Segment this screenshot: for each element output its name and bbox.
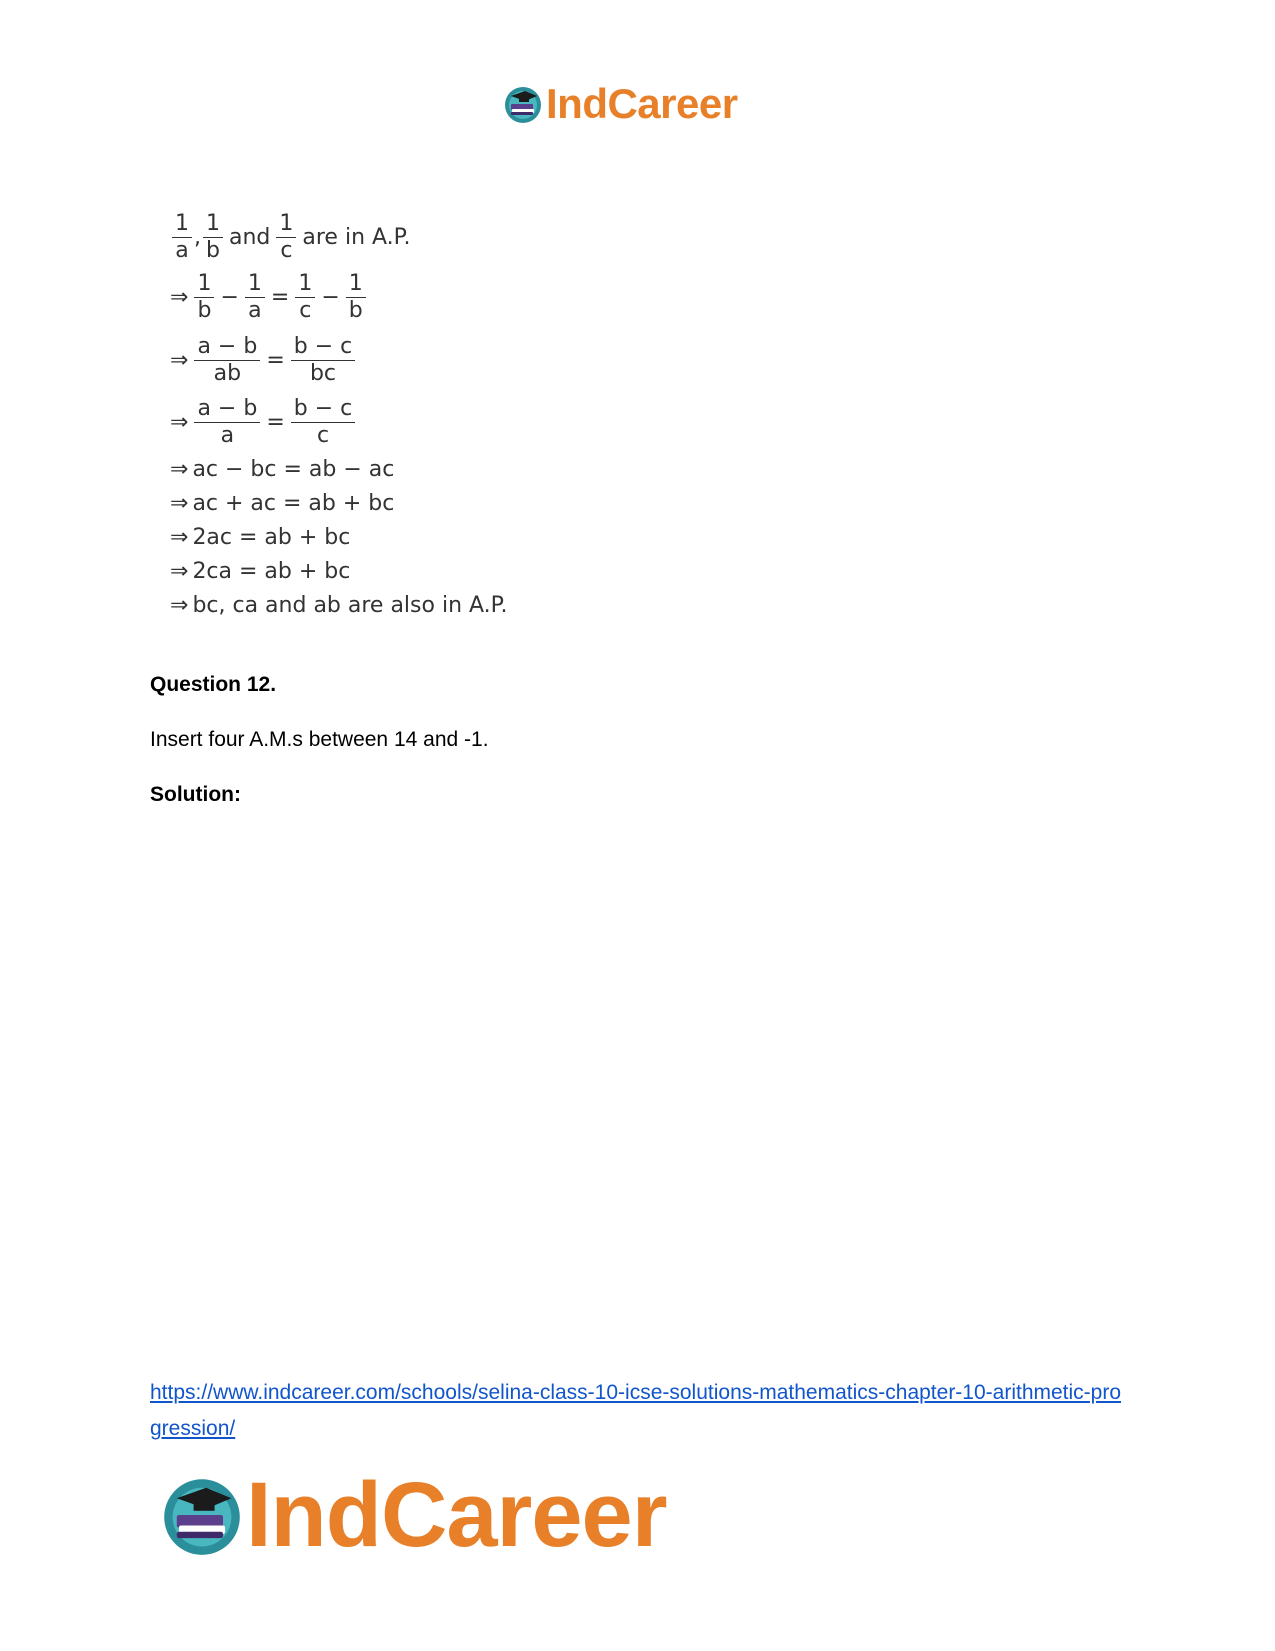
source-link[interactable]: https://www.indcareer.com/schools/selina-class-10-icse-solutions-mathematics-chapter-10-arithmetic-progression/ (150, 1381, 1122, 1440)
math-line-9: ⇒ bc, ca and ab are also in A.P. (170, 592, 508, 618)
math-line-2: ⇒ $\frac{1}{b}$ − $\frac{1}{a}$ = $\frac{1}{c}$ − $\frac{1}{b}$ (170, 266, 590, 328)
math-line-5: ⇒ ac − bc = ab − ac (170, 456, 395, 482)
logo-wordmark: IndCareer (546, 80, 738, 127)
fraction: $\frac{1}{a}$ (172, 211, 192, 263)
math-line-7: ⇒ 2ac = ab + bc (170, 524, 351, 550)
math-line-4: ⇒ $\frac{a - b}{a}$ = $\frac{b - c}{c}$ (170, 392, 590, 452)
logo-wordmark: IndCareer (246, 1463, 667, 1566)
solution-label: Solution: (150, 783, 241, 806)
math-line-1: $\frac{1}{a}$ , $\frac{1}{b}$ and $\frac{1}{c}$ are in A.P. (170, 208, 590, 266)
math-derivation (170, 208, 590, 622)
graduation-book-icon (503, 84, 543, 124)
graduation-book-icon (160, 1473, 244, 1557)
fraction: $\frac{1}{c}$ (276, 211, 296, 263)
math-line-3: ⇒ $\frac{a - b}{ab}$ = $\frac{b - c}{bc}$ (170, 328, 590, 392)
question-text: Insert four A.M.s between 14 and -1. (150, 728, 489, 751)
math-line-8: ⇒ 2ca = ab + bc (170, 558, 351, 584)
question-title: Question 12. (150, 673, 277, 696)
math-line-6: ⇒ ac + ac = ab + bc (170, 490, 395, 516)
header-logo[interactable] (503, 82, 738, 126)
footer-logo[interactable] (160, 1463, 667, 1566)
fraction: $\frac{1}{b}$ (203, 211, 223, 263)
